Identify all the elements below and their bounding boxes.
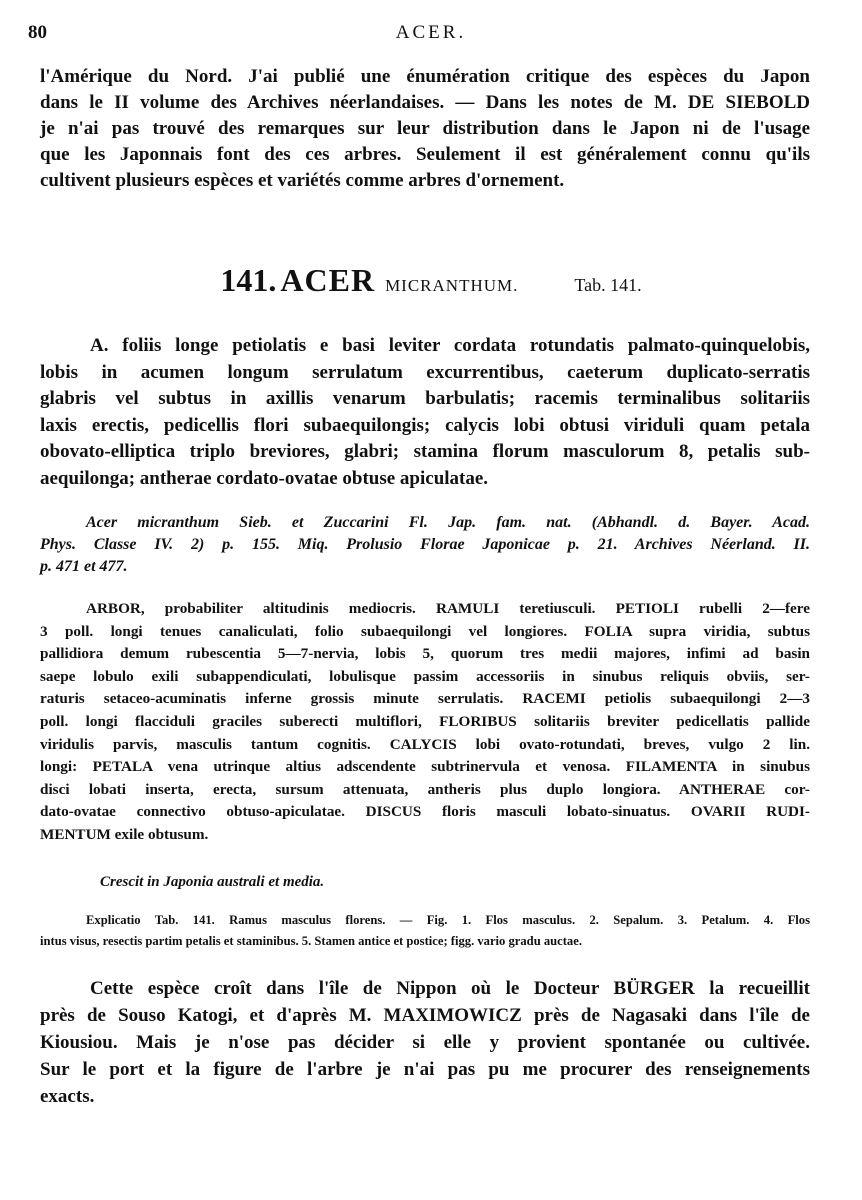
- habitat-line: Crescit in Japonia australi et media.: [100, 874, 325, 890]
- text-line: Kiousiou. Mais je n'ose pas décider si elle y provient spontanée ou cultivée.: [40, 1032, 810, 1053]
- text-line: laxis erectis, pedicellis flori subaequilongis; calycis lobi obtusi viriduli quam petala: [40, 414, 810, 436]
- closing-paragraph: [40, 975, 810, 1110]
- text-line: longi: PETALA vena utrinque altius adscendente subtrinervula et venosa. FILAMENTA in sinubus: [40, 758, 810, 776]
- intro-paragraph: [40, 64, 810, 194]
- text-line: ARBOR, probabiliter altitudinis mediocris. RAMULI teretiusculi. PETIOLI rubelli 2—fere: [86, 600, 810, 617]
- text-line: Acer micranthum Sieb. et Zuccarini Fl. Jap. fam. nat. (Abhandl. d. Bayer. Acad.: [86, 514, 810, 531]
- text-line: aequilonga; antherae cordato-ovatae obtuse apiculatae.: [40, 467, 489, 489]
- text-line: l'Amérique du Nord. J'ai publié une énumération critique des espèces du Japon: [40, 66, 810, 87]
- text-line: pallidiora demum rubescentia 5—7-nervia, lobis 5, quorum tres medii majores, infimi ad basin: [40, 645, 810, 663]
- text-line: dato-ovatae connectivo obtuso-apiculatae. DISCUS floris masculi lobato-sinuatus. OVARII RUDI-: [40, 803, 810, 821]
- text-line: glabris vel subtus in axillis venarum barbulatis; racemis terminalibus solitariis: [40, 388, 810, 409]
- text-line: lobis in acumen longum serrulatum excurrentibus, caeterum duplicato-serratis: [40, 361, 810, 383]
- text-line: Sur le port et la figure de l'arbre je n'ai pas pu me procurer des renseignements: [40, 1059, 810, 1080]
- text-line: 3 poll. longi tenues canaliculati, folio subaequilongi vel longiores. FOLIA supra viridia, subtus: [40, 622, 810, 640]
- diagnosis-paragraph: [40, 333, 810, 492]
- text-line: exacts.: [40, 1086, 95, 1107]
- species-heading: [0, 262, 862, 299]
- text-line: saepe lobulo exili subappendiculati, lobulisque passim accessoriis in sinubus reliquis obviis, ser-: [40, 667, 810, 685]
- text-line: MENTUM exile obtusum.: [40, 825, 209, 843]
- text-line: raturis setaceo-acuminatis inferne grossis minute serrulatis. RACEMI petiolis subaequilongi 2—3: [40, 690, 810, 708]
- text-line: que les Japonnais font des ces arbres. Seulement il est généralement connu qu'ils: [40, 144, 810, 165]
- species-number: 141.: [220, 262, 277, 298]
- text-line: viridulis parvis, masculis tantum cognitis. CALYCIS lobi ovato-rotundati, breves, vulgo 2 lin.: [40, 735, 810, 753]
- species-genus: ACER: [280, 262, 376, 298]
- text-line: obovato-elliptica triplo breviores, glabri; stamina florum masculorum 8, petalis sub-: [40, 441, 810, 462]
- text-line: poll. longi flacciduli graciles suberecti multiflori, FLORIBUS solitariis breviter pedicellatis pallide: [40, 712, 810, 730]
- text-line: intus visus, resectis partim petalis et staminibus. 5. Stamen antice et postice; figg. vario gradu auctae.: [40, 934, 582, 948]
- page-number: 80: [28, 22, 47, 43]
- species-epithet: MICRANTHUM.: [385, 276, 519, 295]
- text-line: Explicatio Tab. 141. Ramus masculus florens. — Fig. 1. Flos masculus. 2. Sepalum. 3. Petalum. 4. Flos: [86, 913, 810, 927]
- text-line: p. 471 et 477.: [40, 558, 128, 575]
- plate-explanation: [40, 910, 810, 952]
- text-line: dans le II volume des Archives néerlandaises. — Dans les notes de M. DE SIEBOLD: [40, 92, 810, 113]
- text-line: disci lobati inserta, erecta, sursum attenuata, antheris plus duplo longiora. ANTHERAE cor-: [40, 780, 810, 798]
- text-line: je n'ai pas trouvé des remarques sur leur distribution dans le Japon ni de l'usage: [40, 118, 810, 139]
- text-line: A. foliis longe petiolatis e basi leviter cordata rotundatis palmato-quinquelobis,: [90, 335, 810, 356]
- text-line: Cette espèce croît dans l'île de Nippon où le Docteur BÜRGER la recueillit: [90, 978, 810, 999]
- description-paragraph: [40, 598, 810, 847]
- running-title: ACER.: [395, 22, 467, 43]
- text-line: Phys. Classe IV. 2) p. 155. Miq. Prolusio Florae Japonicae p. 21. Archives Néerland. II.: [40, 536, 810, 553]
- text-line: près de Souso Katogi, et d'après M. MAXIMOWICZ près de Nagasaki dans l'île de: [40, 1005, 810, 1026]
- synonymy-paragraph: [40, 512, 810, 578]
- text-line: cultivent plusieurs espèces et variétés comme arbres d'ornement.: [40, 170, 565, 191]
- plate-reference: Tab. 141.: [574, 275, 642, 295]
